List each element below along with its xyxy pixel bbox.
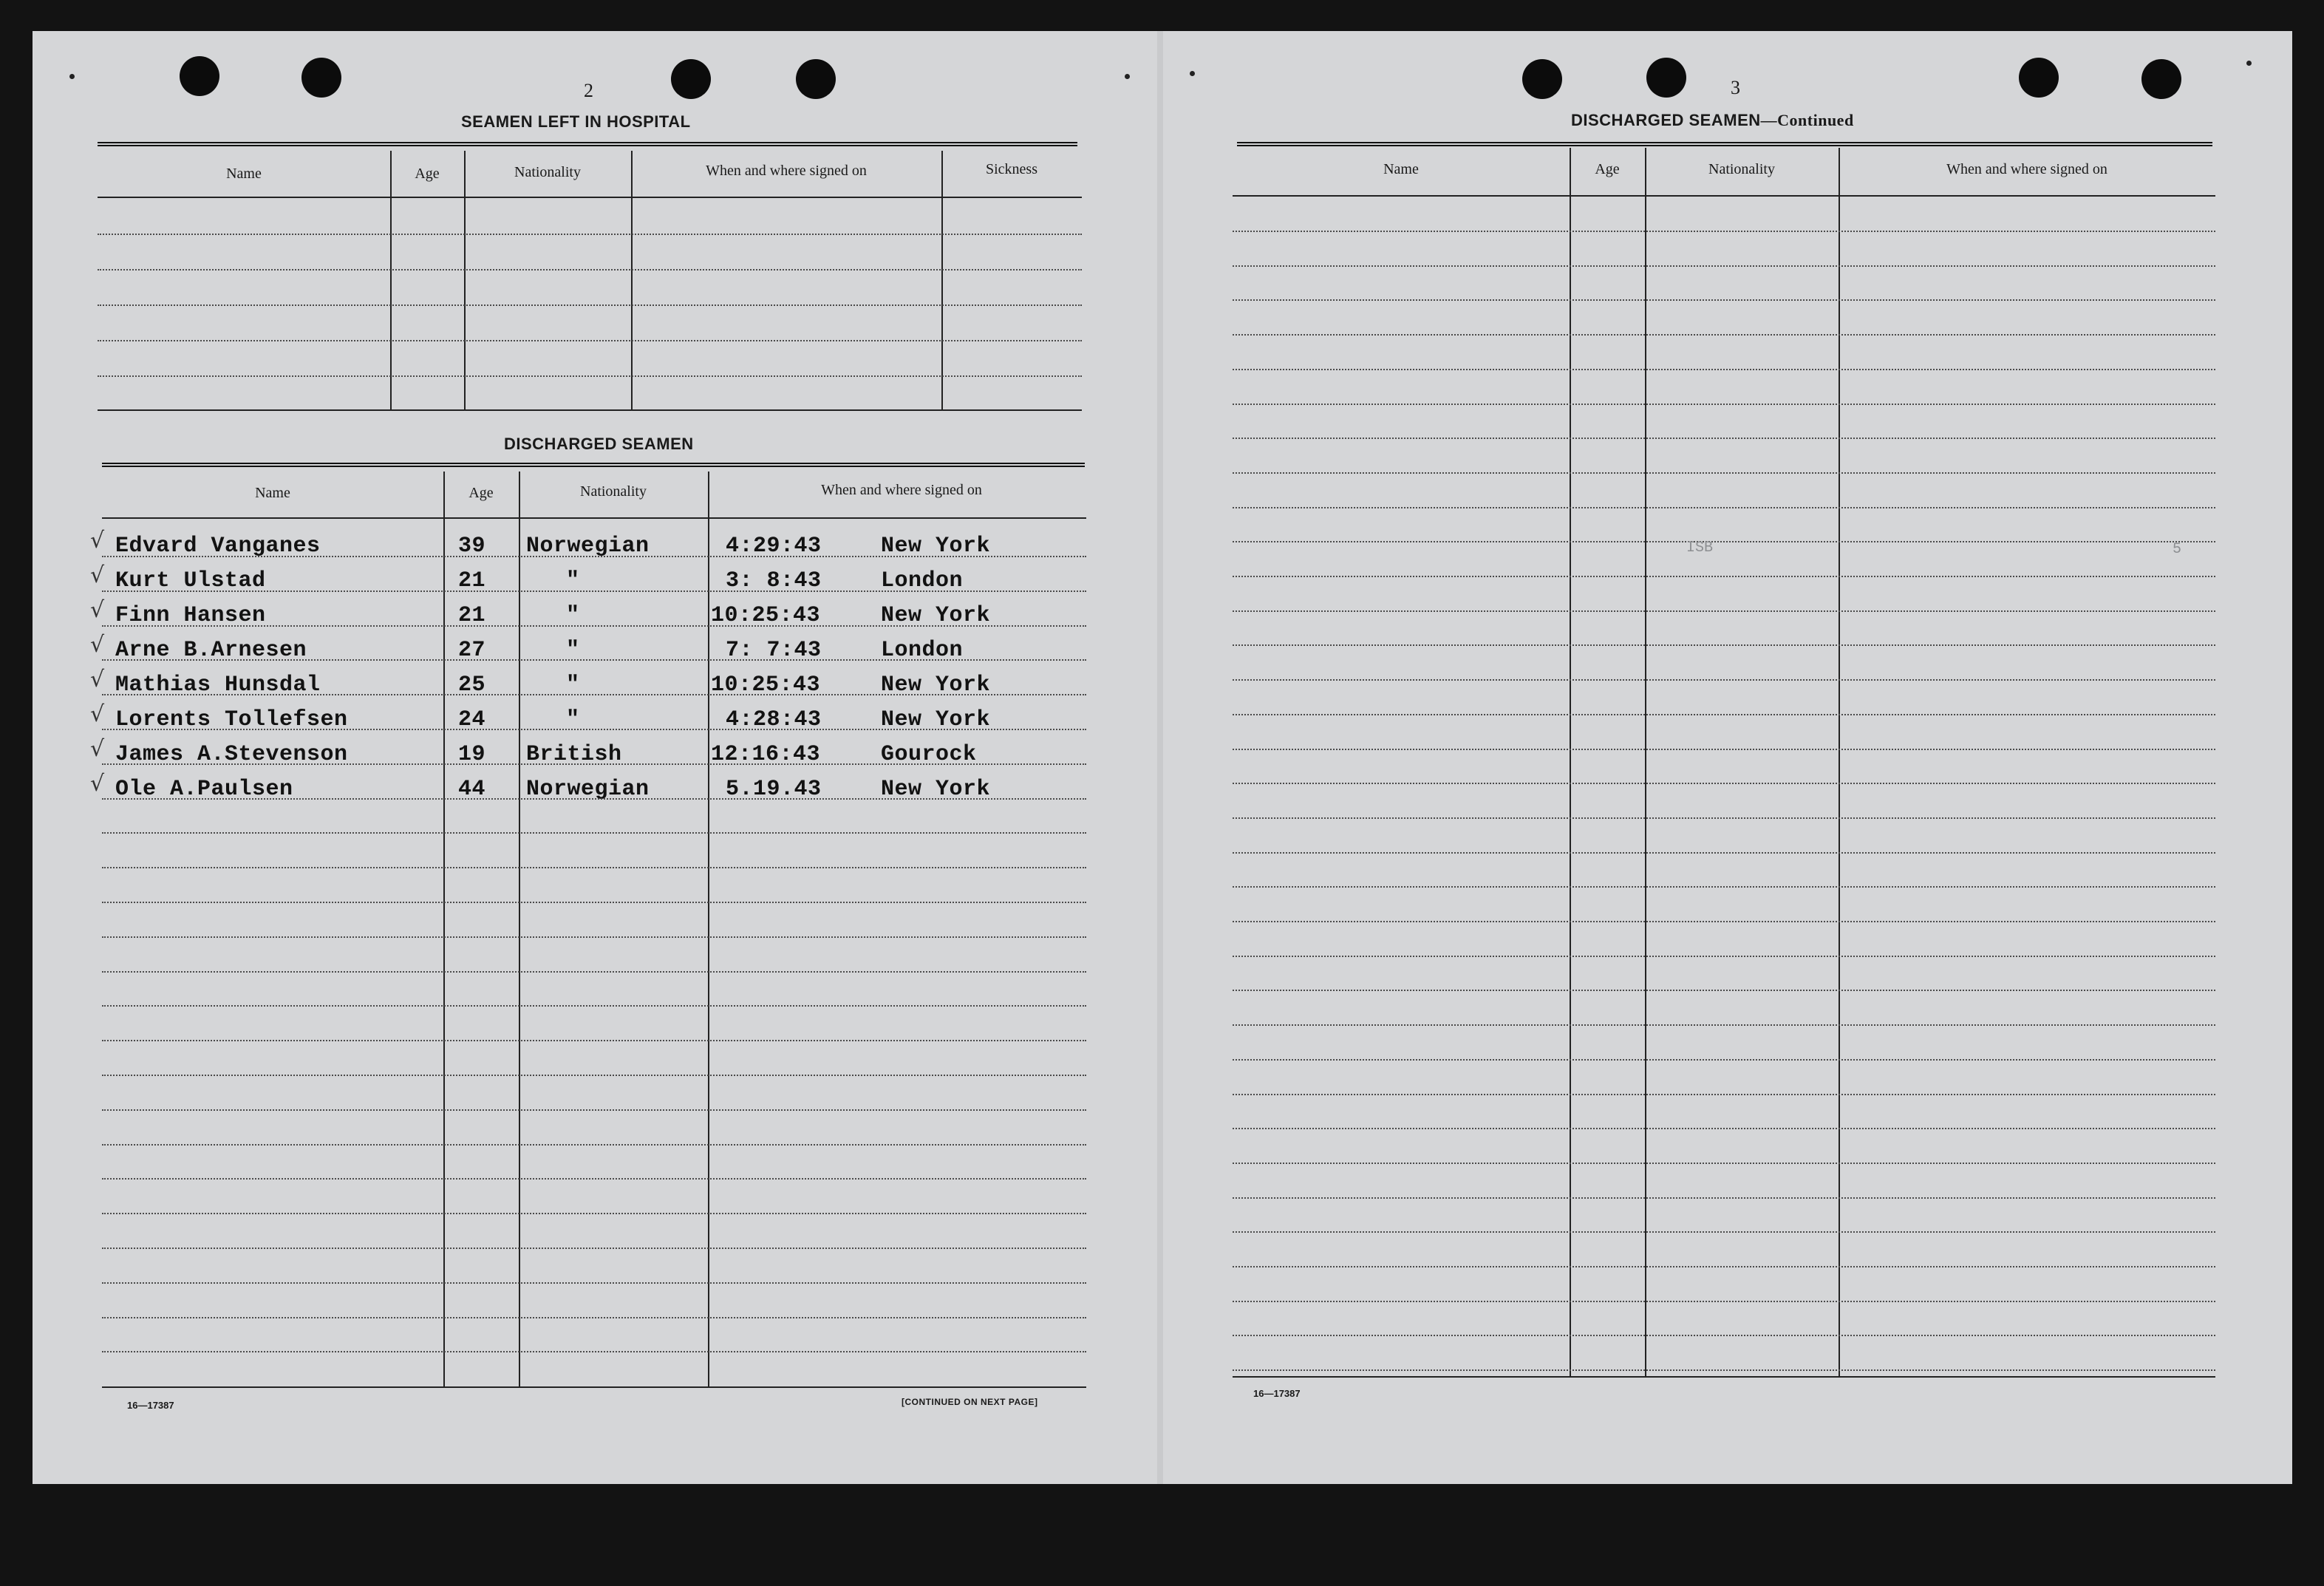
seaman-name: James A.Stevenson	[115, 742, 348, 767]
seaman-age: 21	[458, 568, 486, 593]
continued-row-line	[1233, 1197, 2215, 1199]
seaman-nationality: "	[566, 603, 580, 628]
hospital-row-line	[98, 340, 1082, 341]
continued-row-line	[1233, 1369, 2215, 1371]
continued-row-line	[1233, 783, 2215, 784]
punch-hole	[180, 56, 219, 96]
seaman-age: 19	[458, 742, 486, 767]
discharged-row-line	[102, 798, 1086, 800]
continued-row-line	[1233, 1128, 2215, 1129]
continued-row-line	[1233, 231, 2215, 232]
continued-header-nationality: Nationality	[1708, 161, 1775, 177]
punch-hole	[1522, 59, 1562, 99]
discharged-row-line	[102, 1040, 1086, 1041]
discharged-header-name: Name	[255, 485, 290, 501]
seaman-nationality: British	[526, 742, 622, 767]
discharged-row-line	[102, 1109, 1086, 1111]
continued-row-line	[1233, 817, 2215, 819]
discharged-bottom-rule	[102, 1386, 1086, 1388]
continued-top-rule	[1237, 142, 2212, 146]
signed-on-date: 10:25:43	[711, 673, 821, 698]
signed-on-date: 4:28:43	[726, 707, 822, 732]
discharged-row-line	[102, 936, 1086, 938]
continued-row-line	[1233, 1335, 2215, 1336]
signed-on-date: 5.19.43	[726, 777, 822, 802]
continued-col-divider	[1645, 148, 1646, 1378]
discharged-row-line	[102, 1178, 1086, 1180]
signed-on-place: Gourock	[881, 742, 977, 767]
page-number: 3	[1731, 77, 1740, 98]
signed-on-date: 4:29:43	[726, 534, 822, 559]
continued-row-line	[1233, 610, 2215, 612]
signed-on-place: New York	[881, 603, 991, 628]
seaman-name: Ole A.Paulsen	[115, 777, 293, 802]
discharged-header-nationality: Nationality	[580, 483, 647, 500]
continued-header-signed-on: When and where signed on	[1946, 161, 2107, 177]
discharged-row-line	[102, 556, 1086, 557]
check-mark: √	[90, 667, 105, 692]
continued-row-line	[1233, 404, 2215, 405]
continued-col-divider	[1570, 148, 1571, 1378]
paper-speck	[69, 74, 75, 79]
discharged-header-age: Age	[468, 485, 494, 501]
hospital-row-line	[98, 234, 1082, 235]
seaman-age: 44	[458, 777, 486, 802]
discharged-row-line	[102, 625, 1086, 627]
seaman-nationality: Norwegian	[526, 534, 650, 559]
continued-row-line	[1233, 956, 2215, 957]
continued-row-line	[1233, 334, 2215, 336]
check-mark: √	[90, 632, 105, 658]
hospital-header-rule	[98, 197, 1082, 198]
signed-on-place: London	[881, 638, 964, 663]
page-fold	[1157, 31, 1163, 1484]
continued-row-line	[1233, 749, 2215, 750]
paper-speck	[2246, 61, 2252, 66]
hospital-bottom-rule	[98, 409, 1082, 411]
punch-hole	[2141, 59, 2181, 99]
continued-row-line	[1233, 1163, 2215, 1164]
punch-hole	[796, 59, 836, 99]
signed-on-place: New York	[881, 707, 991, 732]
signed-on-place: New York	[881, 777, 991, 802]
continued-row-line	[1233, 990, 2215, 991]
discharged-row-line	[102, 1213, 1086, 1214]
discharged-row-line	[102, 867, 1086, 868]
signed-on-place: New York	[881, 534, 991, 559]
continued-row-line	[1233, 507, 2215, 508]
continued-row-line	[1233, 644, 2215, 646]
continued-row-line	[1233, 576, 2215, 577]
continued-row-line	[1233, 886, 2215, 888]
hospital-header-age: Age	[415, 166, 440, 182]
discharged-row-line	[102, 971, 1086, 973]
discharged-col-divider	[708, 472, 709, 1388]
continued-row-line	[1233, 265, 2215, 267]
hospital-col-divider	[390, 151, 392, 411]
continued-row-line	[1233, 1266, 2215, 1267]
discharged-continued-title	[1571, 111, 1854, 130]
continued-row-line	[1233, 714, 2215, 715]
signed-on-date: 10:25:43	[711, 603, 821, 628]
faint-mark: ISB	[1686, 540, 1714, 557]
seaman-name: Lorents Tollefsen	[115, 707, 348, 732]
title-suffix: —Continued	[1760, 111, 1854, 129]
seaman-age: 21	[458, 603, 486, 628]
punch-hole	[1646, 58, 1686, 98]
continued-row-line	[1233, 1024, 2215, 1026]
hospital-row-line	[98, 269, 1082, 270]
form-number: 16—17387	[1253, 1388, 1301, 1399]
seaman-nationality: "	[566, 568, 580, 593]
hospital-header-nationality: Nationality	[514, 164, 581, 180]
signed-on-date: 3: 8:43	[726, 568, 822, 593]
discharged-row-line	[102, 1075, 1086, 1076]
signed-on-date: 12:16:43	[711, 742, 821, 767]
discharged-row-line	[102, 659, 1086, 661]
discharged-row-line	[102, 729, 1086, 730]
seaman-nationality: "	[566, 638, 580, 663]
page-number: 2	[584, 80, 593, 101]
continued-note: [CONTINUED ON NEXT PAGE]	[902, 1397, 1038, 1407]
discharged-row-line	[102, 1282, 1086, 1284]
signed-on-place: London	[881, 568, 964, 593]
paper-speck	[1125, 74, 1130, 79]
discharged-section-title: DISCHARGED SEAMEN	[504, 435, 694, 453]
continued-row-line	[1233, 852, 2215, 854]
seaman-name: Finn Hansen	[115, 603, 266, 628]
hospital-top-rule	[98, 142, 1077, 146]
hospital-col-divider	[631, 151, 633, 411]
title-main: DISCHARGED SEAMEN	[1571, 111, 1761, 129]
hospital-section-title: SEAMEN LEFT IN HOSPITAL	[461, 112, 691, 131]
discharged-col-divider	[443, 472, 445, 1388]
continued-row-line	[1233, 369, 2215, 370]
punch-hole	[671, 59, 711, 99]
continued-row-line	[1233, 679, 2215, 681]
discharged-row-line	[102, 763, 1086, 765]
punch-hole	[301, 58, 341, 98]
form-number: 16—17387	[127, 1400, 174, 1411]
hospital-col-divider	[941, 151, 943, 411]
continued-row-line	[1233, 1301, 2215, 1302]
check-mark: √	[90, 562, 105, 588]
seaman-nationality: "	[566, 707, 580, 732]
punch-hole	[2019, 58, 2059, 98]
continued-row-line	[1233, 438, 2215, 439]
signed-on-date: 7: 7:43	[726, 638, 822, 663]
hospital-header-sickness: Sickness	[986, 161, 1037, 177]
continued-header-age: Age	[1595, 161, 1620, 177]
seaman-nationality: "	[566, 673, 580, 698]
hospital-col-divider	[464, 151, 466, 411]
discharged-col-divider	[519, 472, 520, 1388]
discharged-row-line	[102, 591, 1086, 592]
discharged-row-line	[102, 1317, 1086, 1318]
seaman-age: 24	[458, 707, 486, 732]
continued-row-line	[1233, 1231, 2215, 1233]
seaman-age: 39	[458, 534, 486, 559]
check-mark: √	[90, 701, 105, 727]
discharged-row-line	[102, 1005, 1086, 1007]
discharged-row-line	[102, 902, 1086, 903]
check-mark: √	[90, 736, 105, 762]
continued-row-line	[1233, 541, 2215, 542]
continued-row-line	[1233, 921, 2215, 922]
check-mark: √	[90, 528, 105, 554]
paper-speck	[1190, 71, 1195, 76]
discharged-row-line	[102, 1144, 1086, 1146]
seaman-name: Mathias Hunsdal	[115, 673, 321, 698]
continued-row-line	[1233, 1094, 2215, 1095]
continued-row-line	[1233, 299, 2215, 301]
hospital-row-line	[98, 375, 1082, 377]
discharged-top-rule	[102, 463, 1085, 467]
check-mark: √	[90, 771, 105, 797]
discharged-header-rule	[102, 517, 1086, 519]
seaman-nationality: Norwegian	[526, 777, 650, 802]
seaman-name: Edvard Vanganes	[115, 534, 321, 559]
discharged-row-line	[102, 1248, 1086, 1249]
check-mark: √	[90, 597, 105, 623]
discharged-row-line	[102, 694, 1086, 695]
discharged-row-line	[102, 832, 1086, 834]
continued-bottom-rule	[1233, 1376, 2215, 1378]
continued-header-rule	[1233, 195, 2215, 197]
discharged-header-signed-on: When and where signed on	[821, 482, 982, 498]
seaman-name: Kurt Ulstad	[115, 568, 266, 593]
signed-on-place: New York	[881, 673, 991, 698]
seaman-age: 27	[458, 638, 486, 663]
seaman-name: Arne B.Arnesen	[115, 638, 307, 663]
faint-mark: 5	[2173, 541, 2182, 558]
hospital-header-name: Name	[226, 166, 262, 182]
hospital-header-signed-on: When and where signed on	[706, 163, 867, 179]
seaman-age: 25	[458, 673, 486, 698]
continued-header-name: Name	[1383, 161, 1419, 177]
continued-row-line	[1233, 1059, 2215, 1061]
continued-col-divider	[1839, 148, 1840, 1378]
discharged-row-line	[102, 1351, 1086, 1352]
continued-row-line	[1233, 472, 2215, 474]
hospital-row-line	[98, 304, 1082, 306]
